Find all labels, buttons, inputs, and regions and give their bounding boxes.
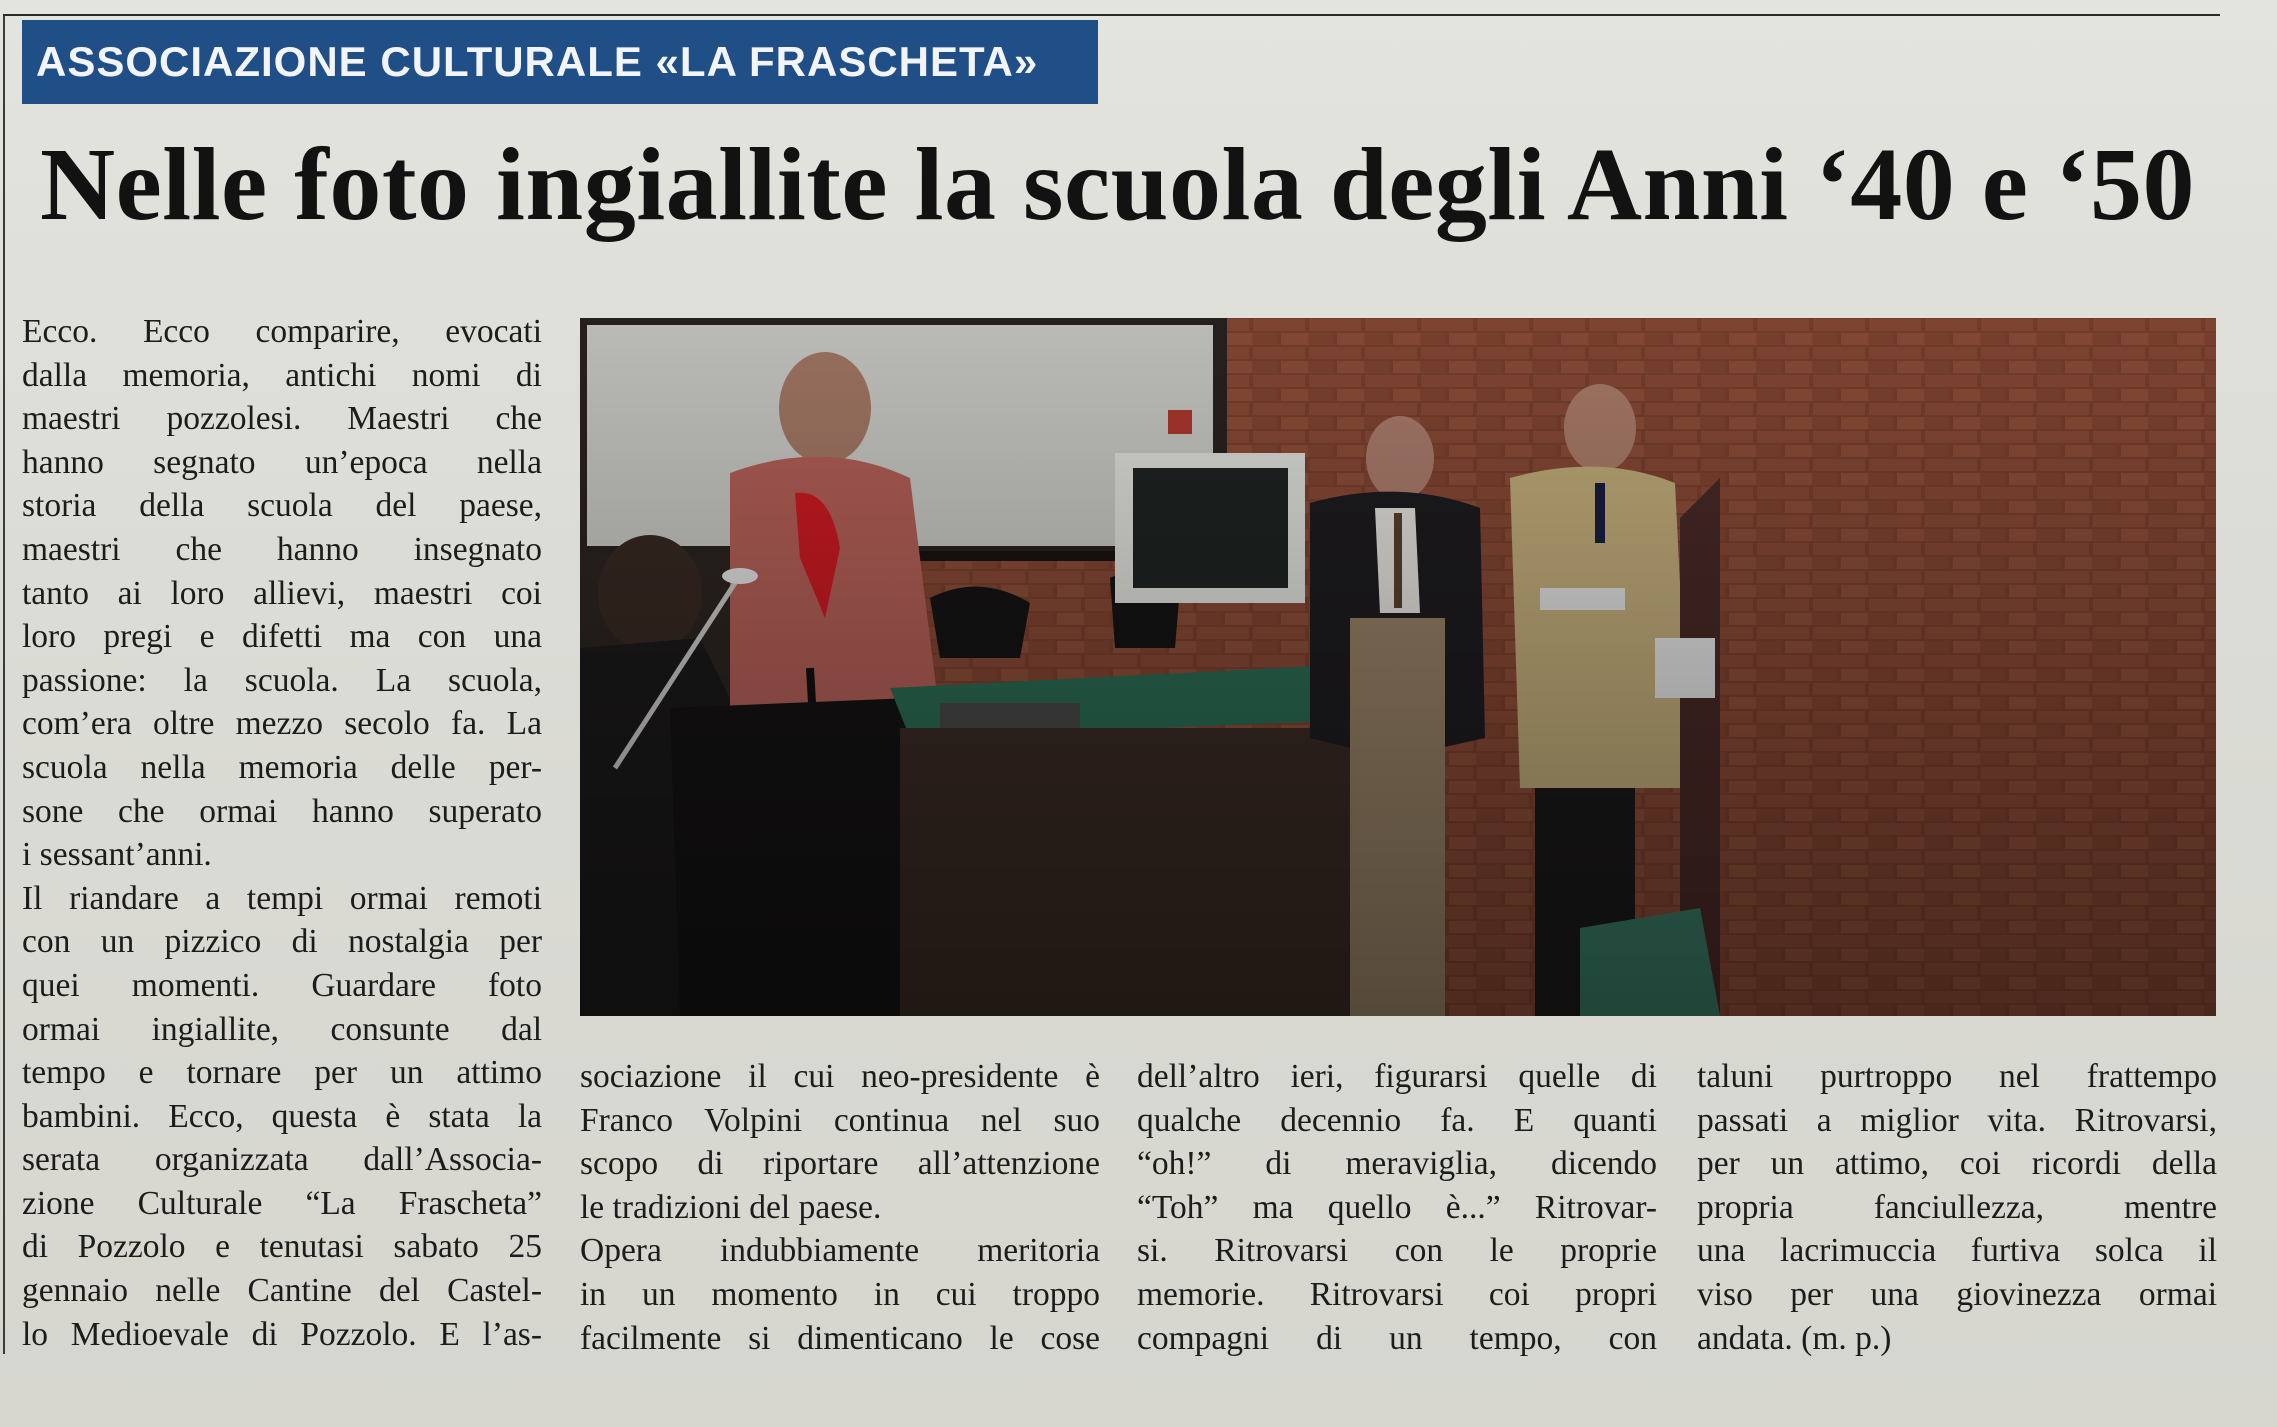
article-text-line: Opera indubbiamente meritoria xyxy=(580,1232,1100,1270)
article-text-line: maestri pozzolesi. Maestri che xyxy=(22,400,542,438)
article-text-line: i sessant’anni. xyxy=(22,836,212,874)
article-text-line: scopo di riportare all’attenzione xyxy=(580,1145,1100,1183)
section-label-banner xyxy=(22,20,1098,104)
article-photo xyxy=(580,318,2216,1016)
article-text-line: di Pozzolo e tenutasi sabato 25 xyxy=(22,1228,542,1266)
article-text-line: con un pizzico di nostalgia per xyxy=(22,923,542,961)
article-text-line: qualche decennio fa. E quanti xyxy=(1137,1101,1657,1139)
article-text-line: Il riandare a tempi ormai remoti xyxy=(22,879,542,917)
article-text-line: Franco Volpini continua nel suo xyxy=(580,1101,1100,1139)
article-column-4 xyxy=(1697,1055,2217,1360)
article-text-line: “Toh” ma quello è...” Ritrovar- xyxy=(1137,1188,1657,1226)
article-text-line: andata. (m. p.) xyxy=(1697,1319,1892,1357)
article-text-line: lo Medioevale di Pozzolo. E l’as- xyxy=(22,1315,542,1353)
article-column-1 xyxy=(22,310,542,1356)
article-text-line: dell’altro ieri, figurarsi quelle di xyxy=(1137,1058,1657,1095)
article-text-line: gennaio nelle Cantine del Castel- xyxy=(22,1272,542,1310)
article-text-line: compagni di un tempo, con xyxy=(1137,1319,1657,1357)
article-text-line: bambini. Ecco, questa è stata la xyxy=(22,1097,542,1135)
article-text-line: sone che ormai hanno superato xyxy=(22,792,542,830)
article-text-line: scuola nella memoria delle per- xyxy=(22,748,542,786)
article-text-line: maestri che hanno insegnato xyxy=(22,530,542,568)
article-text-line: si. Ritrovarsi con le proprie xyxy=(1137,1232,1657,1270)
article-text-line: com’era oltre mezzo secolo fa. La xyxy=(22,705,542,743)
article-text-line: taluni purtroppo nel frattempo xyxy=(1697,1058,2217,1095)
article-column-3 xyxy=(1137,1055,1657,1360)
article-text-line: ormai ingiallite, consunte dal xyxy=(22,1010,542,1048)
article-text-line: quei momenti. Guardare foto xyxy=(22,966,542,1004)
article-text-line: dalla memoria, antichi nomi di xyxy=(22,356,542,394)
section-label: ASSOCIAZIONE CULTURALE «LA FRASCHETA» xyxy=(36,38,1039,85)
article-text-line: viso per una giovinezza ormai xyxy=(1697,1275,2217,1313)
article-text-line: zione Culturale “La Frascheta” xyxy=(22,1184,542,1222)
article-text-line: serata organizzata dall’Associa- xyxy=(22,1141,542,1179)
photo-event-scene xyxy=(580,318,2216,1016)
article-text-line: facilmente si dimenticano le cose xyxy=(580,1319,1100,1357)
article-text-line: passione: la scuola. La scuola, xyxy=(22,661,542,699)
article-text-line: memorie. Ritrovarsi coi propri xyxy=(1137,1275,1657,1313)
article-text-line: passati a miglior vita. Ritrovarsi, xyxy=(1697,1101,2217,1139)
article-text-line: sociazione il cui neo-presidente è xyxy=(580,1058,1100,1095)
article-text-line: “oh!” di meraviglia, dicendo xyxy=(1137,1145,1657,1183)
column-rule xyxy=(3,14,5,1354)
article-text-line: una lacrimuccia furtiva solca il xyxy=(1697,1232,2217,1270)
article-text-line: Ecco. Ecco comparire, evocati xyxy=(22,313,542,350)
article-text-line: loro pregi e difetti ma con una xyxy=(22,618,542,656)
article-text-line: storia della scuola del paese, xyxy=(22,487,542,525)
article-column-2 xyxy=(580,1055,1100,1360)
article-text-line: tanto ai loro allievi, maestri coi xyxy=(22,574,542,612)
top-rule xyxy=(3,14,2220,16)
article-text-line: tempo e tornare per un attimo xyxy=(22,1054,542,1092)
article-text-line: propria fanciullezza, mentre xyxy=(1697,1188,2217,1226)
article-text-line: in un momento in cui troppo xyxy=(580,1275,1100,1313)
article-text-line: hanno segnato un’epoca nella xyxy=(22,443,542,481)
article-text-line: per un attimo, coi ricordi della xyxy=(1697,1145,2217,1183)
article-headline: Nelle foto ingiallite la scuola degli Anni ‘40 e ‘50 xyxy=(40,127,2196,242)
article-text-line: le tradizioni del paese. xyxy=(580,1188,882,1226)
